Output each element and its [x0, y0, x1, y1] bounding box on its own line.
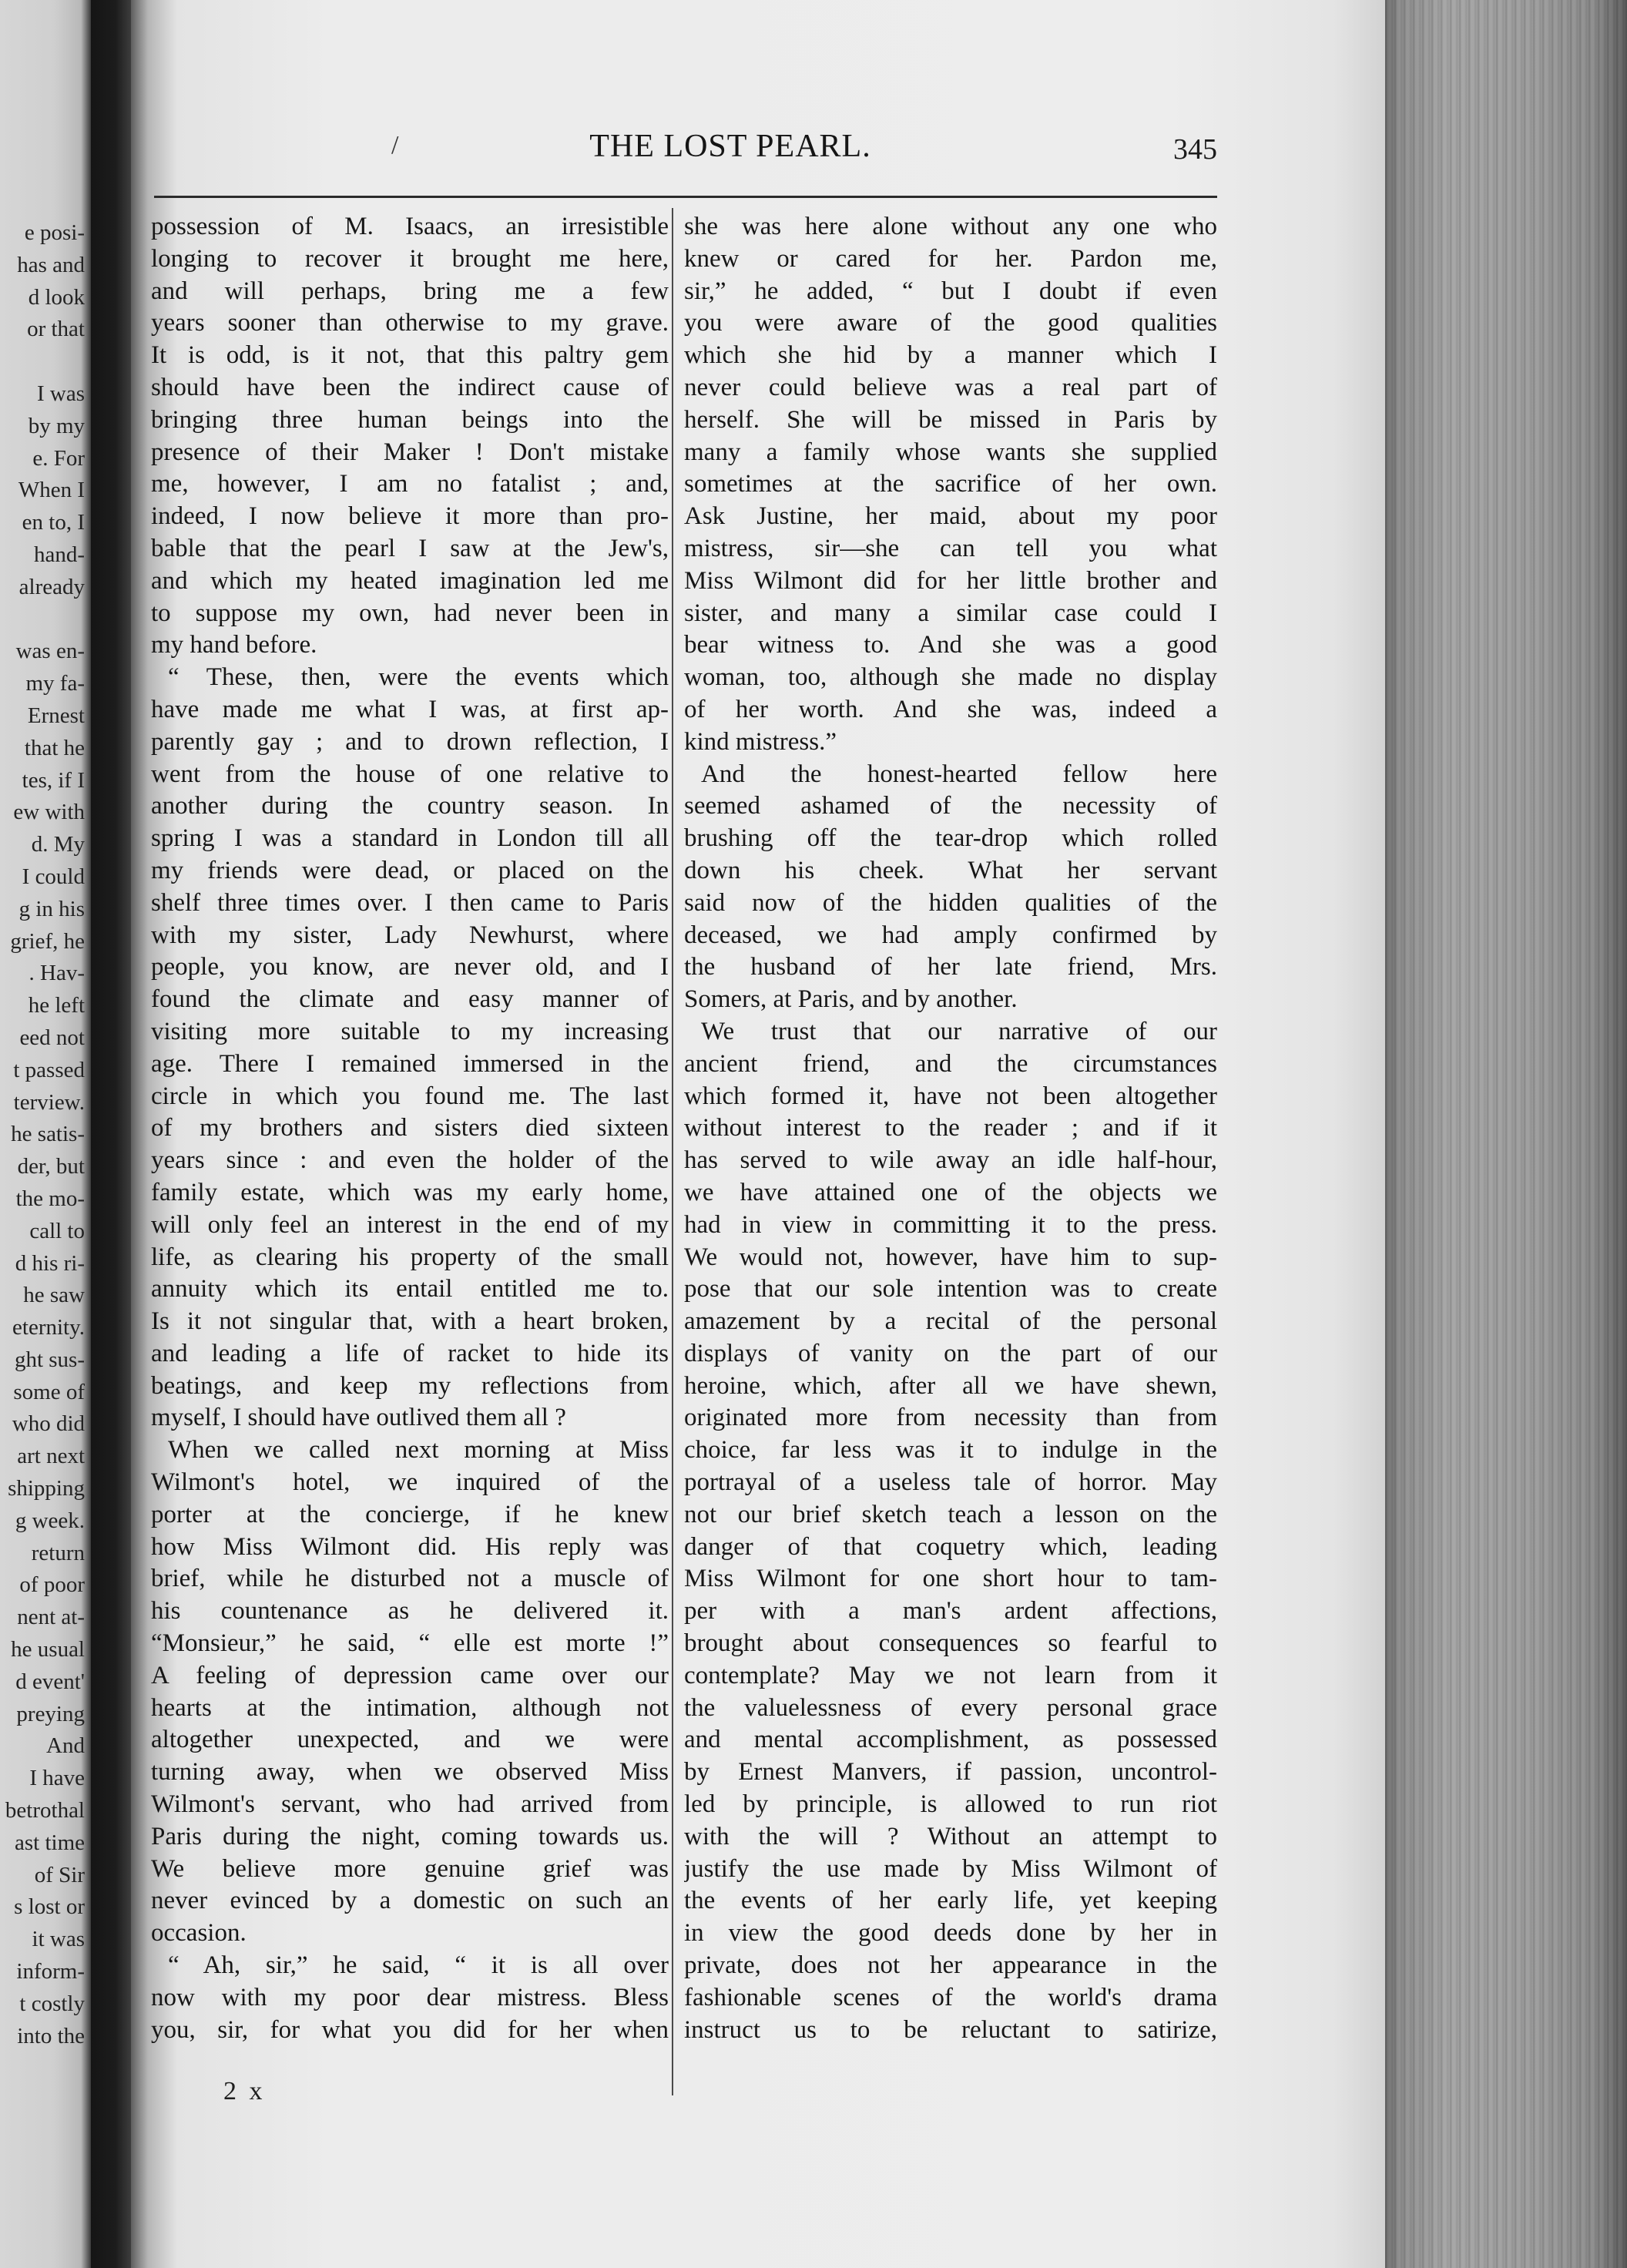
text-line: herself. She will be missed in Paris by — [684, 405, 1217, 434]
text-line: age. There I remained immersed in the — [151, 1049, 669, 1078]
text-line: will only feel an interest in the end of my — [151, 1210, 669, 1239]
text-line: Ask Justine, her maid, about my poor — [684, 502, 1217, 531]
previous-page-line: d. My — [31, 832, 85, 857]
previous-page-line: inform- — [16, 1959, 85, 1984]
text-line: pose that our sole intention was to create — [684, 1275, 1217, 1303]
text-line: bringing three human beings into the — [151, 405, 669, 434]
text-line: the husband of her late friend, Mrs. — [684, 953, 1217, 981]
text-line: Wilmont's servant, who had arrived from — [151, 1790, 669, 1819]
text-line: and leading a life of racket to hide its — [151, 1339, 669, 1367]
text-line: fashionable scenes of the world's drama — [684, 1983, 1217, 2011]
text-line: people, you know, are never old, and I — [151, 953, 669, 981]
text-line: mistress, sir—she can tell you what — [684, 534, 1217, 562]
text-line: portrayal of a useless tale of horror. May — [684, 1468, 1217, 1497]
previous-page-line: tes, if I — [22, 767, 85, 793]
text-line: We trust that our narrative of our — [701, 1017, 1217, 1045]
text-line: brushing off the tear-drop which rolled — [684, 824, 1217, 853]
text-line: by Ernest Manvers, if passion, uncontrol- — [684, 1758, 1217, 1787]
text-line: to suppose my own, had never been in — [151, 599, 669, 627]
text-line: annuity which its entail entitled me to. — [151, 1275, 669, 1303]
text-line: in view the good deeds done by her in — [684, 1919, 1217, 1948]
text-line: “ These, then, were the events which — [168, 663, 669, 692]
text-line: presence of their Maker ! Don't mistake — [151, 438, 669, 466]
text-line: years sooner than otherwise to my grave. — [151, 309, 669, 337]
previous-page-line — [0, 604, 85, 636]
text-line: has served to wile away an idle half-hour, — [684, 1146, 1217, 1175]
previous-page-line: return — [31, 1540, 85, 1565]
text-line: heroine, which, after all we have shewn, — [684, 1371, 1217, 1400]
text-line: spring I was a standard in London till all — [151, 824, 669, 853]
text-line: occasion. — [151, 1919, 247, 1948]
previous-page-line: And — [46, 1733, 85, 1759]
previous-page-line: betrothal — [5, 1798, 85, 1823]
text-line: have made me what I was, at first ap- — [151, 695, 669, 723]
text-line: which formed it, have not been altogether — [684, 1082, 1217, 1110]
text-line: woman, too, although she made no display — [684, 663, 1217, 692]
previous-page-line: d his ri- — [15, 1250, 85, 1276]
previous-page-line: into the — [17, 2023, 85, 2048]
text-line: the events of her early life, yet keeping — [684, 1887, 1217, 1915]
previous-page-line — [0, 346, 85, 378]
previous-page-line: already — [18, 574, 85, 599]
text-line: bable that the pearl I saw at the Jew's, — [151, 534, 669, 562]
text-line: We believe more genuine grief was — [151, 1854, 669, 1883]
previous-page-line: grief, he — [10, 928, 85, 954]
previous-page-line: has and — [17, 252, 85, 277]
text-line: another during the country season. In — [151, 792, 669, 820]
text-line: said now of the hidden qualities of the — [684, 888, 1217, 917]
previous-page-line: preying — [16, 1701, 85, 1726]
text-line: you were aware of the good qualities — [684, 309, 1217, 337]
previous-page-line: call to — [29, 1218, 85, 1243]
text-line: we have attained one of the objects we — [684, 1178, 1217, 1206]
text-line: sometimes at the sacrifice of her own. — [684, 470, 1217, 498]
text-line: my friends were dead, or placed on the — [151, 856, 669, 884]
text-line: not our brief sketch teach a lesson on the — [684, 1500, 1217, 1528]
text-line: ancient friend, and the circumstances — [684, 1049, 1217, 1078]
caret-mark: / — [391, 131, 399, 159]
text-line: bear witness to. And she was a good — [684, 631, 1217, 659]
text-line: choice, far less was it to indulge in the — [684, 1436, 1217, 1464]
previous-page-line: e posi- — [24, 220, 85, 245]
previous-page-line: eed not — [19, 1025, 85, 1050]
previous-page-line: by my — [28, 413, 85, 438]
text-line: private, does not her appearance in the — [684, 1951, 1217, 1980]
previous-page-line: that he — [24, 735, 85, 760]
previous-page-fragments — [0, 217, 85, 2052]
text-line: kind mistress.” — [684, 727, 837, 756]
previous-page-line: t passed — [13, 1057, 85, 1082]
text-line: years since : and even the holder of the — [151, 1146, 669, 1175]
previous-page-line: g in his — [18, 896, 85, 921]
previous-page-line: or that — [27, 317, 85, 342]
previous-page-line: of poor — [19, 1572, 85, 1598]
previous-page-line: it was — [32, 1927, 85, 1952]
text-line: parently gay ; and to drown reflection, I — [151, 727, 669, 756]
previous-page-line: ast time — [14, 1830, 85, 1855]
previous-page-line: nent at- — [17, 1605, 85, 1630]
text-line: Is it not singular that, with a heart broken, — [151, 1307, 669, 1336]
text-line: of my brothers and sisters died sixteen — [151, 1114, 669, 1142]
text-line: his countenance as he delivered it. — [151, 1597, 669, 1626]
text-line: And the honest-hearted fellow here — [701, 760, 1217, 788]
text-line: seemed ashamed of the necessity of — [684, 792, 1217, 820]
text-line: sir,” he added, “ but I doubt if even — [684, 277, 1217, 305]
text-line: visiting more suitable to my increasing — [151, 1017, 669, 1045]
text-line: and mental accomplishment, as possessed — [684, 1726, 1217, 1754]
text-line: brought about consequences so fearful to — [684, 1629, 1217, 1658]
text-line: myself, I should have outlived them all ? — [151, 1404, 566, 1432]
text-line: now with my poor dear mistress. Bless — [151, 1983, 669, 2011]
text-line: knew or cared for her. Pardon me, — [684, 244, 1217, 273]
text-line: went from the house of one relative to — [151, 760, 669, 788]
previous-page-line: I was — [36, 381, 85, 406]
text-line: many a family whose wants she supplied — [684, 438, 1217, 466]
previous-page-line: d event' — [15, 1669, 85, 1694]
previous-page-line: he left — [28, 993, 85, 1018]
header-rule — [154, 196, 1217, 198]
text-line: shelf three times over. I then came to Paris — [151, 888, 669, 917]
previous-page-line: en to, I — [22, 510, 85, 535]
previous-page-line: was en- — [15, 639, 85, 664]
previous-page-line: der, but — [17, 1154, 85, 1179]
left-column — [151, 211, 669, 2046]
previous-page-edge — [0, 0, 91, 2268]
text-line: danger of that coquetry which, leading — [684, 1532, 1217, 1561]
previous-page-line: d look — [28, 284, 85, 310]
text-line: down his cheek. What her servant — [684, 856, 1217, 884]
text-line: circle in which you found me. The last — [151, 1082, 669, 1110]
text-line: Miss Wilmont for one short hour to tam- — [684, 1565, 1217, 1593]
text-line: originated more from necessity than from — [684, 1404, 1217, 1432]
previous-page-line: shipping — [8, 1476, 85, 1501]
text-line: displays of vanity on the part of our — [684, 1339, 1217, 1367]
text-line: should have been the indirect cause of — [151, 373, 669, 401]
text-line: without interest to the reader ; and if it — [684, 1114, 1217, 1142]
previous-page-line: ght sus- — [14, 1347, 85, 1372]
previous-page-line: he satis- — [11, 1122, 85, 1147]
text-line: life, as clearing his property of the small — [151, 1243, 669, 1271]
text-line: When we called next morning at Miss — [168, 1436, 669, 1464]
previous-page-line: When I — [18, 478, 85, 503]
text-line: how Miss Wilmont did. His reply was — [151, 1532, 669, 1561]
text-line: led by principle, is allowed to run riot — [684, 1790, 1217, 1819]
previous-page-line: of Sir — [34, 1862, 85, 1887]
text-line: you, sir, for what you did for her when — [151, 2015, 669, 2044]
text-line: justify the use made by Miss Wilmont of — [684, 1854, 1217, 1883]
text-line: possession of M. Isaacs, an irresistible — [151, 213, 669, 240]
previous-page-line: some of — [13, 1379, 85, 1404]
text-line: longing to recover it brought me here, — [151, 244, 669, 273]
text-line: altogether unexpected, and we were — [151, 1726, 669, 1754]
text-line: she was here alone without any one who — [684, 213, 1217, 240]
text-line: “ Ah, sir,” he said, “ it is all over — [168, 1951, 669, 1980]
text-line: “Monsieur,” he said, “ elle est morte !” — [151, 1629, 669, 1658]
text-line: me, however, I am no fatalist ; and, — [151, 470, 669, 498]
text-line: amazement by a recital of the personal — [684, 1307, 1217, 1336]
text-line: brief, while he disturbed not a muscle of — [151, 1565, 669, 1593]
text-line: had in view in committing it to the press. — [684, 1210, 1217, 1239]
text-line: and which my heated imagination led me — [151, 566, 669, 595]
previous-page-line: art next — [17, 1444, 85, 1469]
text-line: beatings, and keep my reflections from — [151, 1371, 669, 1400]
text-line: with my sister, Lady Newhurst, where — [151, 921, 669, 949]
text-line: my hand before. — [151, 631, 317, 659]
text-line: which she hid by a manner which I — [684, 341, 1217, 370]
text-line: sister, and many a similar case could I — [684, 599, 1217, 627]
text-line: turning away, when we observed Miss — [151, 1758, 669, 1787]
text-line: never could believe was a real part of — [684, 373, 1217, 401]
previous-page-line: t costly — [19, 1991, 85, 2016]
previous-page-line: he saw — [23, 1283, 85, 1308]
text-line: A feeling of depression came over our — [151, 1661, 669, 1689]
text-line: We would not, however, have him to sup- — [684, 1243, 1217, 1271]
previous-page-line: e. For — [32, 445, 85, 471]
previous-page-line: ew with — [13, 800, 85, 825]
previous-page-line: s lost or — [14, 1894, 85, 1920]
page-title: THE LOST PEARL. — [589, 129, 871, 164]
previous-page-line: I have — [29, 1766, 85, 1791]
book-fore-edge — [1385, 0, 1627, 2268]
text-line: indeed, I now believe it more than pro- — [151, 502, 669, 531]
text-line: family estate, which was my early home, — [151, 1178, 669, 1206]
column-divider — [672, 208, 673, 2095]
text-line: instruct us to be reluctant to satirize, — [684, 2015, 1217, 2044]
signature-mark: 2 x — [223, 2077, 266, 2105]
previous-page-line: Ernest — [27, 703, 85, 728]
text-line: contemplate? May we not learn from it — [684, 1661, 1217, 1689]
previous-page-line: terview. — [13, 1089, 85, 1115]
previous-page-line: the mo- — [15, 1186, 85, 1211]
text-line: Wilmont's hotel, we inquired of the — [151, 1468, 669, 1497]
previous-page-line: hand- — [33, 542, 85, 567]
text-line: hearts at the intimation, although not — [151, 1693, 669, 1722]
text-line: deceased, we had amply confirmed by — [684, 921, 1217, 949]
previous-page-line: who did — [12, 1411, 85, 1437]
page-number: 345 — [1173, 133, 1217, 166]
previous-page-line: eternity. — [12, 1315, 85, 1340]
text-line: of her worth. And she was, indeed a — [684, 695, 1217, 723]
text-line: per with a man's ardent affections, — [684, 1597, 1217, 1626]
text-line: with the will ? Without an attempt to — [684, 1822, 1217, 1850]
text-line: and will perhaps, bring me a few — [151, 277, 669, 305]
previous-page-line: I could — [22, 864, 85, 889]
text-line: Somers, at Paris, and by another. — [684, 985, 1018, 1014]
previous-page-line: g week. — [15, 1508, 85, 1533]
previous-page-line: my fa- — [25, 671, 85, 696]
text-line: the valuelessness of every personal grace — [684, 1693, 1217, 1722]
previous-page-line: . Hav- — [29, 961, 85, 986]
text-line: never evinced by a domestic on such an — [151, 1887, 669, 1915]
running-header — [391, 128, 1217, 174]
text-line: found the climate and easy manner of — [151, 985, 669, 1014]
text-line: porter at the concierge, if he knew — [151, 1500, 669, 1528]
previous-page-line: he usual — [11, 1637, 85, 1662]
text-line: Paris during the night, coming towards us. — [151, 1822, 669, 1850]
text-line: It is odd, is it not, that this paltry gem — [151, 341, 669, 370]
right-column — [684, 211, 1217, 2046]
text-line: Miss Wilmont did for her little brother and — [684, 566, 1217, 595]
